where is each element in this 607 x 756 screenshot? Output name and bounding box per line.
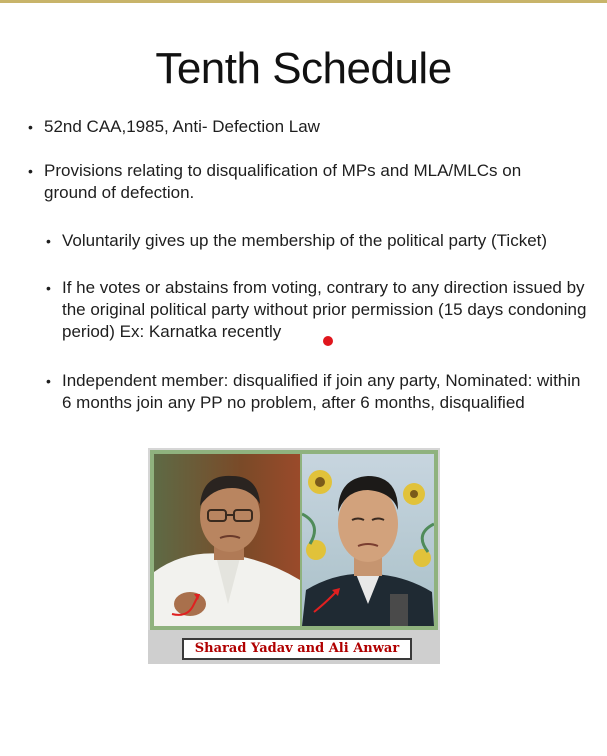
bullet-dot-icon: • xyxy=(28,163,33,179)
portrait-left-image xyxy=(154,454,300,626)
bullet-text: If he votes or abstains from voting, contrary to any direction issued by the original political party without prior permission (15 days condoning period) Ex: Karnatka recently xyxy=(62,278,587,341)
photo-frame xyxy=(148,448,440,664)
portrait-left-illustration xyxy=(154,454,300,626)
portrait-right-image xyxy=(302,454,434,626)
slide-title: Tenth Schedule xyxy=(155,44,452,93)
bullet-text: Provisions relating to disqualification of MPs and MLA/MLCs on ground of defection. xyxy=(44,161,522,202)
laser-pointer-dot xyxy=(323,336,333,346)
bullet-item xyxy=(28,116,584,138)
sub-bullet-item xyxy=(46,277,592,343)
bullet-dot-icon: • xyxy=(46,373,51,389)
bullet-dot-icon: • xyxy=(28,119,33,135)
portrait-right-illustration xyxy=(302,454,434,626)
photo-image xyxy=(150,450,438,630)
bullet-text: Independent member: disqualified if join any party, Nominated: within 6 months join any PP no problem, after 6 months, disqualified xyxy=(62,371,581,412)
bullet-item xyxy=(28,160,574,204)
caption-band xyxy=(148,630,440,664)
bullet-text: 52nd CAA,1985, Anti- Defection Law xyxy=(44,117,320,136)
bullet-dot-icon: • xyxy=(46,233,51,249)
sub-bullet-item xyxy=(46,230,582,252)
bullet-text: Voluntarily gives up the membership of the political party (Ticket) xyxy=(62,231,548,250)
sub-bullet-item xyxy=(46,370,582,414)
top-rule xyxy=(0,0,607,3)
photo-caption: Sharad Yadav and Ali Anwar xyxy=(182,638,412,660)
bullet-dot-icon: • xyxy=(46,280,51,296)
